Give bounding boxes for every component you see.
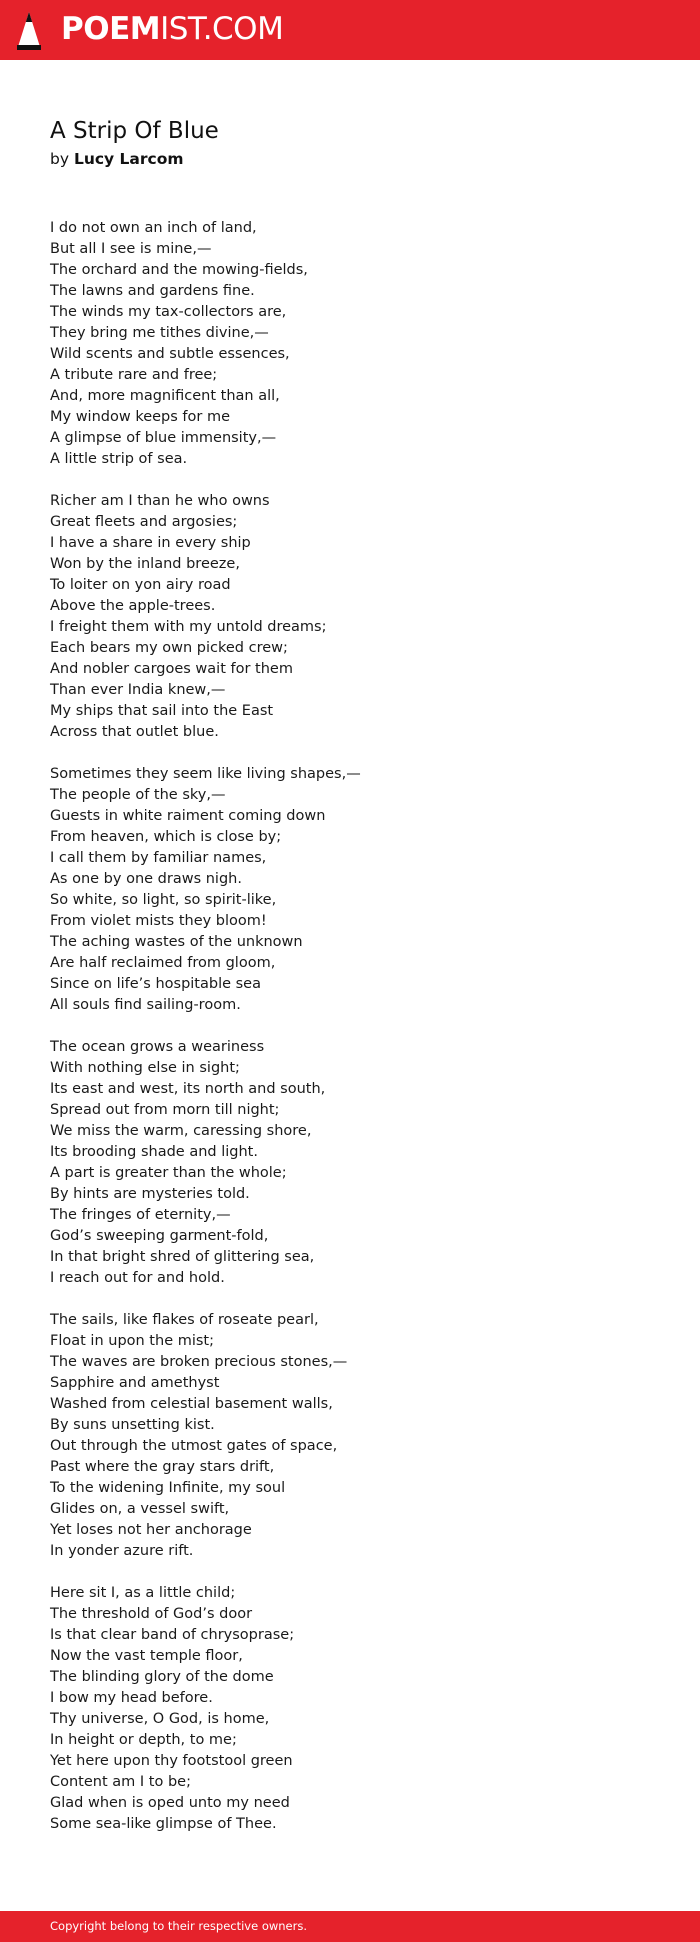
poem-line: By hints are mysteries told. [50, 1186, 250, 1202]
poem-line: In yonder azure rift. [50, 1543, 194, 1559]
poem-line: From violet mists they bloom! [50, 913, 267, 929]
poem-line: The sails, like flakes of roseate pearl, [50, 1312, 319, 1328]
poem-line: Float in upon the mist; [50, 1333, 214, 1349]
poem-line: Spread out from morn till night; [50, 1102, 280, 1118]
poem-line: Past where the gray stars drift, [50, 1459, 275, 1475]
poem-body [50, 218, 670, 1856]
poem-line: I do not own an inch of land, [50, 220, 257, 236]
poem-line: Each bears my own picked crew; [50, 640, 288, 656]
poem-line: Some sea-like glimpse of Thee. [50, 1816, 277, 1832]
poem-line: Great fleets and argosies; [50, 514, 238, 530]
poem-line: The people of the sky,— [50, 787, 226, 803]
poem-line: I call them by familiar names, [50, 850, 267, 866]
site-header [0, 0, 700, 60]
poem-stanza [50, 764, 670, 1016]
poem-line: The lawns and gardens fine. [50, 283, 255, 299]
poem-line: With nothing else in sight; [50, 1060, 240, 1076]
poem-line: My window keeps for me [50, 409, 231, 425]
poem-line: Sometimes they seem like living shapes,— [50, 766, 361, 782]
poem-line: Guests in white raiment coming down [50, 808, 326, 824]
poem-stanza [50, 1583, 670, 1835]
author-name[interactable]: Lucy Larcom [73, 150, 184, 168]
poem-line: The waves are broken precious stones,— [50, 1354, 348, 1370]
poem-line: I have a share in every ship [50, 535, 251, 551]
poem-line: The fringes of eternity,— [50, 1207, 231, 1223]
poem-line: The winds my tax-collectors are, [50, 304, 287, 320]
poem-line: By suns unsetting kist. [50, 1417, 215, 1433]
poem-line: We miss the warm, caressing shore, [50, 1123, 312, 1139]
poem-line: Its brooding shade and light. [50, 1144, 258, 1160]
poem-line: All souls find sailing-room. [50, 997, 241, 1013]
poem-title: A Strip Of Blue [50, 118, 219, 144]
poem-line: Now the vast temple floor, [50, 1648, 243, 1664]
poem-line: Across that outlet blue. [50, 724, 219, 740]
by-label: by [50, 150, 70, 168]
poem-line: A part is greater than the whole; [50, 1165, 287, 1181]
poem-line: Sapphire and amethyst [50, 1375, 220, 1391]
poem-line: And nobler cargoes wait for them [50, 661, 293, 677]
site-footer [0, 1911, 700, 1942]
poem-line: Glad when is oped unto my need [50, 1795, 290, 1811]
poem-line: In that bright shred of glittering sea, [50, 1249, 315, 1265]
poem-line: From heaven, which is close by; [50, 829, 282, 845]
poem-line: They bring me tithes divine,— [50, 325, 269, 341]
poem-stanza [50, 1037, 670, 1289]
site-logo[interactable] [61, 9, 283, 49]
logo-light-text: IST.COM [160, 11, 284, 47]
poem-line: The threshold of God’s door [50, 1606, 253, 1622]
copyright-text: Copyright belong to their respective owners. [50, 1919, 308, 1933]
poem-stanza [50, 218, 670, 470]
poem-line: Are half reclaimed from gloom, [50, 955, 276, 971]
poem-line: Yet loses not her anchorage [50, 1522, 252, 1538]
poem-line: Won by the inland breeze, [50, 556, 240, 572]
poem-line: And, more magnificent than all, [50, 388, 280, 404]
poem-line: I bow my head before. [50, 1690, 213, 1706]
poem-line: Since on life’s hospitable sea [50, 976, 261, 992]
logo-bold-text: POEM [61, 11, 161, 47]
poem-line: A tribute rare and free; [50, 367, 218, 383]
poem-line: The ocean grows a weariness [50, 1039, 265, 1055]
poem-line: Content am I to be; [50, 1774, 191, 1790]
poem-line: Is that clear band of chrysoprase; [50, 1627, 295, 1643]
poem-line: Richer am I than he who owns [50, 493, 270, 509]
poem-line: God’s sweeping garment-fold, [50, 1228, 269, 1244]
pencil-tip-icon[interactable] [16, 11, 42, 51]
poem-line: I freight them with my untold dreams; [50, 619, 327, 635]
poem-line: As one by one draws nigh. [50, 871, 242, 887]
poem-line: In height or depth, to me; [50, 1732, 237, 1748]
poem-line: A glimpse of blue immensity,— [50, 430, 277, 446]
poem-line: So white, so light, so spirit-like, [50, 892, 277, 908]
poem-line: Out through the utmost gates of space, [50, 1438, 338, 1454]
poem-line: The aching wastes of the unknown [50, 934, 303, 950]
poem-line: To the widening Infinite, my soul [50, 1480, 286, 1496]
poem-line: The orchard and the mowing-fields, [50, 262, 308, 278]
poem-line: Than ever India knew,— [50, 682, 226, 698]
poem-line: I reach out for and hold. [50, 1270, 225, 1286]
poem-stanza [50, 1310, 670, 1562]
poem-line: Above the apple-trees. [50, 598, 216, 614]
poem-line: Thy universe, O God, is home, [50, 1711, 270, 1727]
poem-line: Glides on, a vessel swift, [50, 1501, 230, 1517]
poem-line: A little strip of sea. [50, 451, 188, 467]
byline [50, 147, 184, 171]
poem-line: To loiter on yon airy road [50, 577, 231, 593]
poem-line: Washed from celestial basement walls, [50, 1396, 333, 1412]
poem-line: Yet here upon thy footstool green [50, 1753, 293, 1769]
poem-line: But all I see is mine,— [50, 241, 212, 257]
poem-line: Here sit I, as a little child; [50, 1585, 236, 1601]
poem-stanza [50, 491, 670, 743]
poem-line: My ships that sail into the East [50, 703, 274, 719]
poem-line: Its east and west, its north and south, [50, 1081, 326, 1097]
poem-line: Wild scents and subtle essences, [50, 346, 290, 362]
poem-line: The blinding glory of the dome [50, 1669, 274, 1685]
